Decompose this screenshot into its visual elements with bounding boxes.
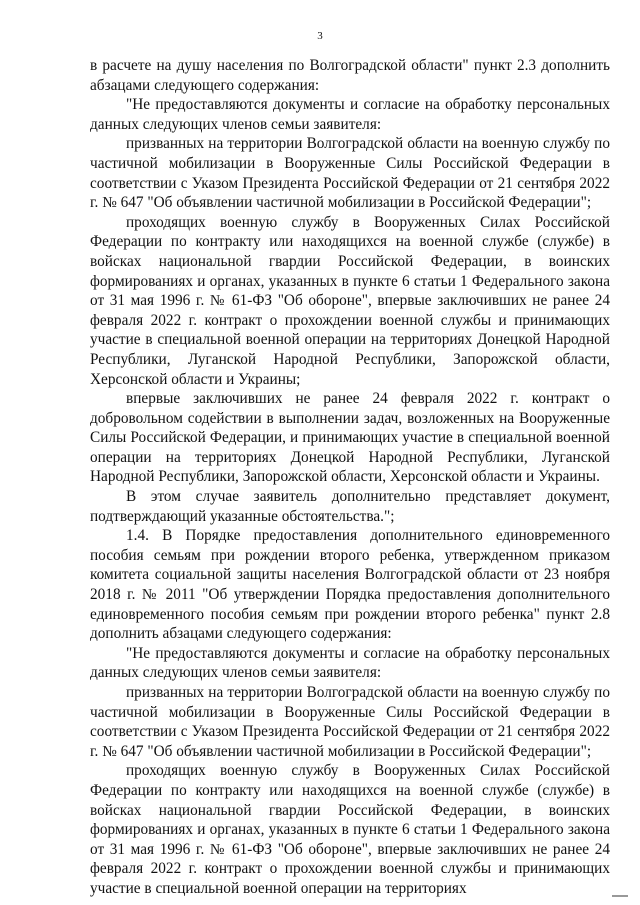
document-body: [90, 56, 610, 899]
paragraph-2: "Не предоставляются документы и согласие на обработку персональных данных следующих членов семьи заявителя:: [90, 96, 610, 133]
paragraph-9: призванных на территории Волгоградской области на военную службу по частичной мобилизации в Вооруженные Силы Российской Федерации в соответствии с Указом Президента Российской Федерации от 21 сентября 2022 г. № 647 "Об объявлении частичной мобилизации в Российской Федерации";: [90, 684, 610, 760]
paragraph-8: "Не предоставляются документы и согласие на обработку персональных данных следующих членов семьи заявителя:: [90, 644, 610, 682]
paragraph-1: в расчете на душу населения по Волгоградской области" пункт 2.3 дополнить абзацами следующего содержания:: [90, 57, 610, 94]
paragraph-5: впервые заключивших не ранее 24 февраля 2022 г. контракт о добровольном содействии в выполнении задач, возложенных на Вооруженные Силы Российской Федерации, и принимающих участие в специальной военной операции на территориях Донецкой Народной Республики, Луганской Народной Республики, Запорожской области, Херсонской области и Украины.: [90, 390, 610, 486]
paragraph-6: В этом случае заявитель дополнительно представляет документ, подтверждающий указанные обстоятельства.";: [90, 488, 610, 525]
scan-mark: [612, 895, 628, 897]
paragraph-7: 1.4. В Порядке предоставления дополнительного единовременного пособия семьям при рождении второго ребенка, утвержденном приказом комитета социальной защиты населения Волгоградской области от 23 ноября 2018 г. № 2011 "Об утверждении Порядка предоставления дополнительного единовременного пособия семьям при рождении второго ребенка" пункт 2.8 дополнить абзацами следующего содержания:: [90, 527, 610, 643]
paragraph-3: призванных на территории Волгоградской области на военную службу по частичной мобилизации в Вооруженные Силы Российской Федерации в соответствии с Указом Президента Российской Федерации от 21 сентября 2022 г. № 647 "Об объявлении частичной мобилизации в Российской Федерации";: [90, 135, 610, 212]
paragraph-10: проходящих военную службу в Вооруженных Силах Российской Федерации по контракту или находящихся на военной службе (службе) в войсках национальной гвардии Российской Федерации, в воинских формированиях и органах, указанных в пункте 6 статьи 1 Федерального закона от 31 мая 1996 г. № 61-ФЗ "Об обороне", впервые заключивших не ранее 24 февраля 2022 г. контракт о прохождении военной службы и принимающих участие в специальной военной операции на территориях: [90, 762, 610, 897]
paragraph-4: проходящих военную службу в Вооруженных Силах Российской Федерации по контракту или находящихся на военной службе (службе) в войсках национальной гвардии Российской Федерации, в воинских формированиях и органах, указанных в пункте 6 статьи 1 Федерального закона от 31 мая 1996 г. № 61-ФЗ "Об обороне", впервые заключивших не ранее 24 февраля 2022 г. контракт о прохождении военной службы и принимающих участие в специальной военной операции на территориях Донецкой Народной Республики, Луганской Народной Республики, Запорожской области, Херсонской области и Украины;: [90, 213, 610, 388]
page-number: 3: [317, 30, 323, 42]
